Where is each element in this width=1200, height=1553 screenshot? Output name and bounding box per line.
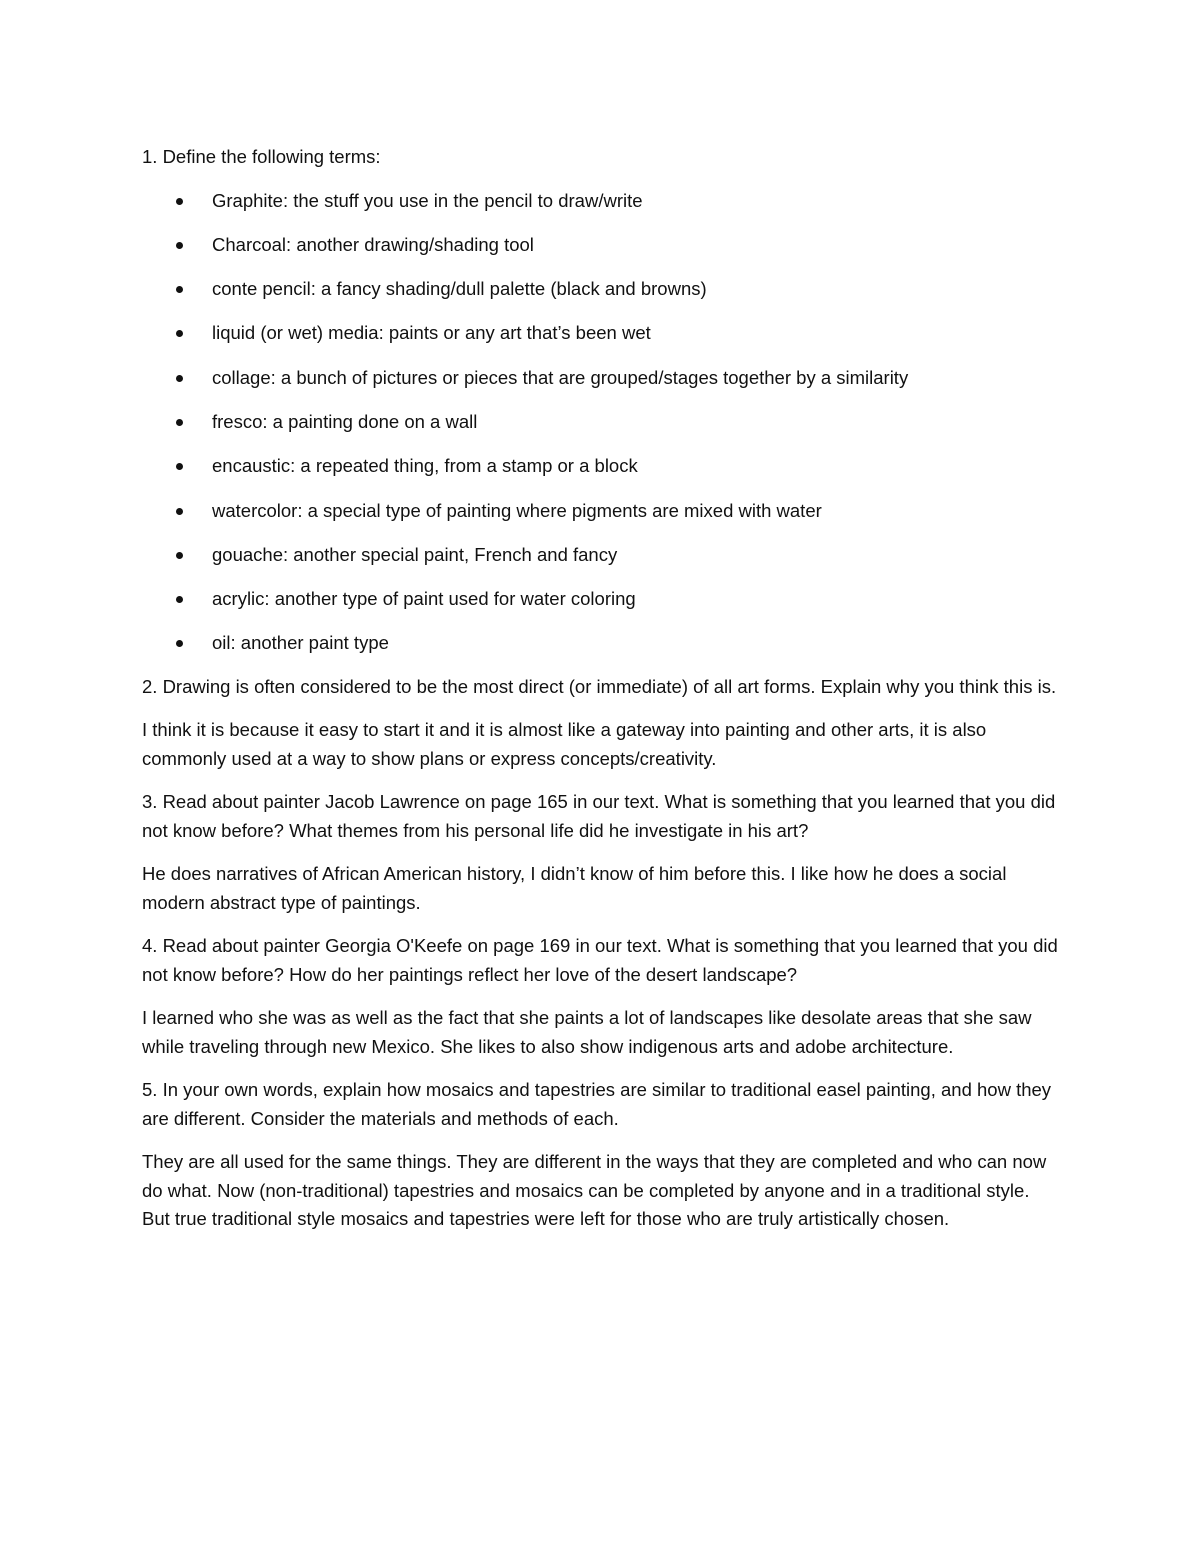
term-text: acrylic: another type of paint used for water coloring	[212, 588, 636, 610]
term-item	[142, 497, 1062, 526]
question-1: 1. Define the following terms:	[142, 146, 381, 167]
term-text: fresco: a painting done on a wall	[212, 410, 478, 432]
term-text: watercolor: a special type of painting where pigments are mixed with water	[212, 499, 822, 521]
term-item	[142, 408, 1062, 437]
term-text: gouache: another special paint, French and fancy	[212, 543, 618, 565]
question-2: 2. Drawing is often considered to be the most direct (or immediate) of all art forms. Explain why you think this is.	[142, 675, 1057, 697]
bullet-icon	[176, 286, 183, 293]
term-text: Charcoal: another drawing/shading tool	[212, 233, 534, 255]
term-text: collage: a bunch of pictures or pieces that are grouped/stages together by a similarity	[212, 366, 909, 388]
term-text: oil: another paint type	[212, 632, 389, 654]
bullet-icon	[176, 552, 183, 559]
answer-2: I think it is because it easy to start it and it is almost like a gateway into painting and other arts, it is also commonly used at a way to show plans or express concepts/creativity.	[142, 719, 987, 769]
term-text: conte pencil: a fancy shading/dull palette (black and browns)	[212, 278, 707, 300]
answer-4: I learned who she was as well as the fact that she paints a lot of landscapes like desolate areas that she saw while traveling through new Mexico. She likes to also show indigenous arts and adobe architecture.	[142, 1007, 1032, 1057]
bullet-icon	[176, 375, 183, 382]
term-item	[142, 231, 1062, 260]
term-item	[142, 585, 1062, 614]
term-item	[142, 629, 1062, 658]
bullet-icon	[176, 508, 183, 515]
terms-list	[142, 187, 1062, 658]
answer-3: He does narratives of African American history, I didn’t know of him before this. I like how he does a social modern abstract type of paintings.	[142, 863, 1007, 913]
bullet-icon	[176, 330, 183, 337]
term-item	[142, 319, 1062, 348]
term-text: Graphite: the stuff you use in the pencil to draw/write	[212, 189, 643, 211]
question-5: 5. In your own words, explain how mosaics and tapestries are similar to traditional easel painting, and how they are different. Consider the materials and methods of each.	[142, 1079, 1052, 1129]
term-text: liquid (or wet) media: paints or any art that’s been wet	[212, 322, 651, 344]
term-item	[142, 452, 1062, 481]
bullet-icon	[176, 198, 183, 205]
bullet-icon	[176, 463, 183, 470]
question-3: 3. Read about painter Jacob Lawrence on page 165 in our text. What is something that you learned that you did not know before? What themes from his personal life did he investigate in his art?	[142, 791, 1056, 841]
bullet-icon	[176, 242, 183, 249]
term-item	[142, 364, 1062, 393]
answer-5: They are all used for the same things. They are different in the ways that they are completed and who can now do what. Now (non-traditional) tapestries and mosaics can be completed by anyone and in a traditional style. But true traditional style mosaics and tapestries were left for those who are truly artistically chosen.	[142, 1151, 1047, 1230]
question-4: 4. Read about painter Georgia O'Keefe on page 169 in our text. What is something that you learned that you did not know before? How do her paintings reflect her love of the desert landscape?	[142, 935, 1058, 985]
document-body	[142, 143, 1062, 1249]
bullet-icon	[176, 419, 183, 426]
term-item	[142, 275, 1062, 304]
bullet-icon	[176, 596, 183, 603]
term-item	[142, 541, 1062, 570]
bullet-icon	[176, 640, 183, 647]
term-item	[142, 187, 1062, 216]
term-text: encaustic: a repeated thing, from a stamp or a block	[212, 455, 638, 477]
